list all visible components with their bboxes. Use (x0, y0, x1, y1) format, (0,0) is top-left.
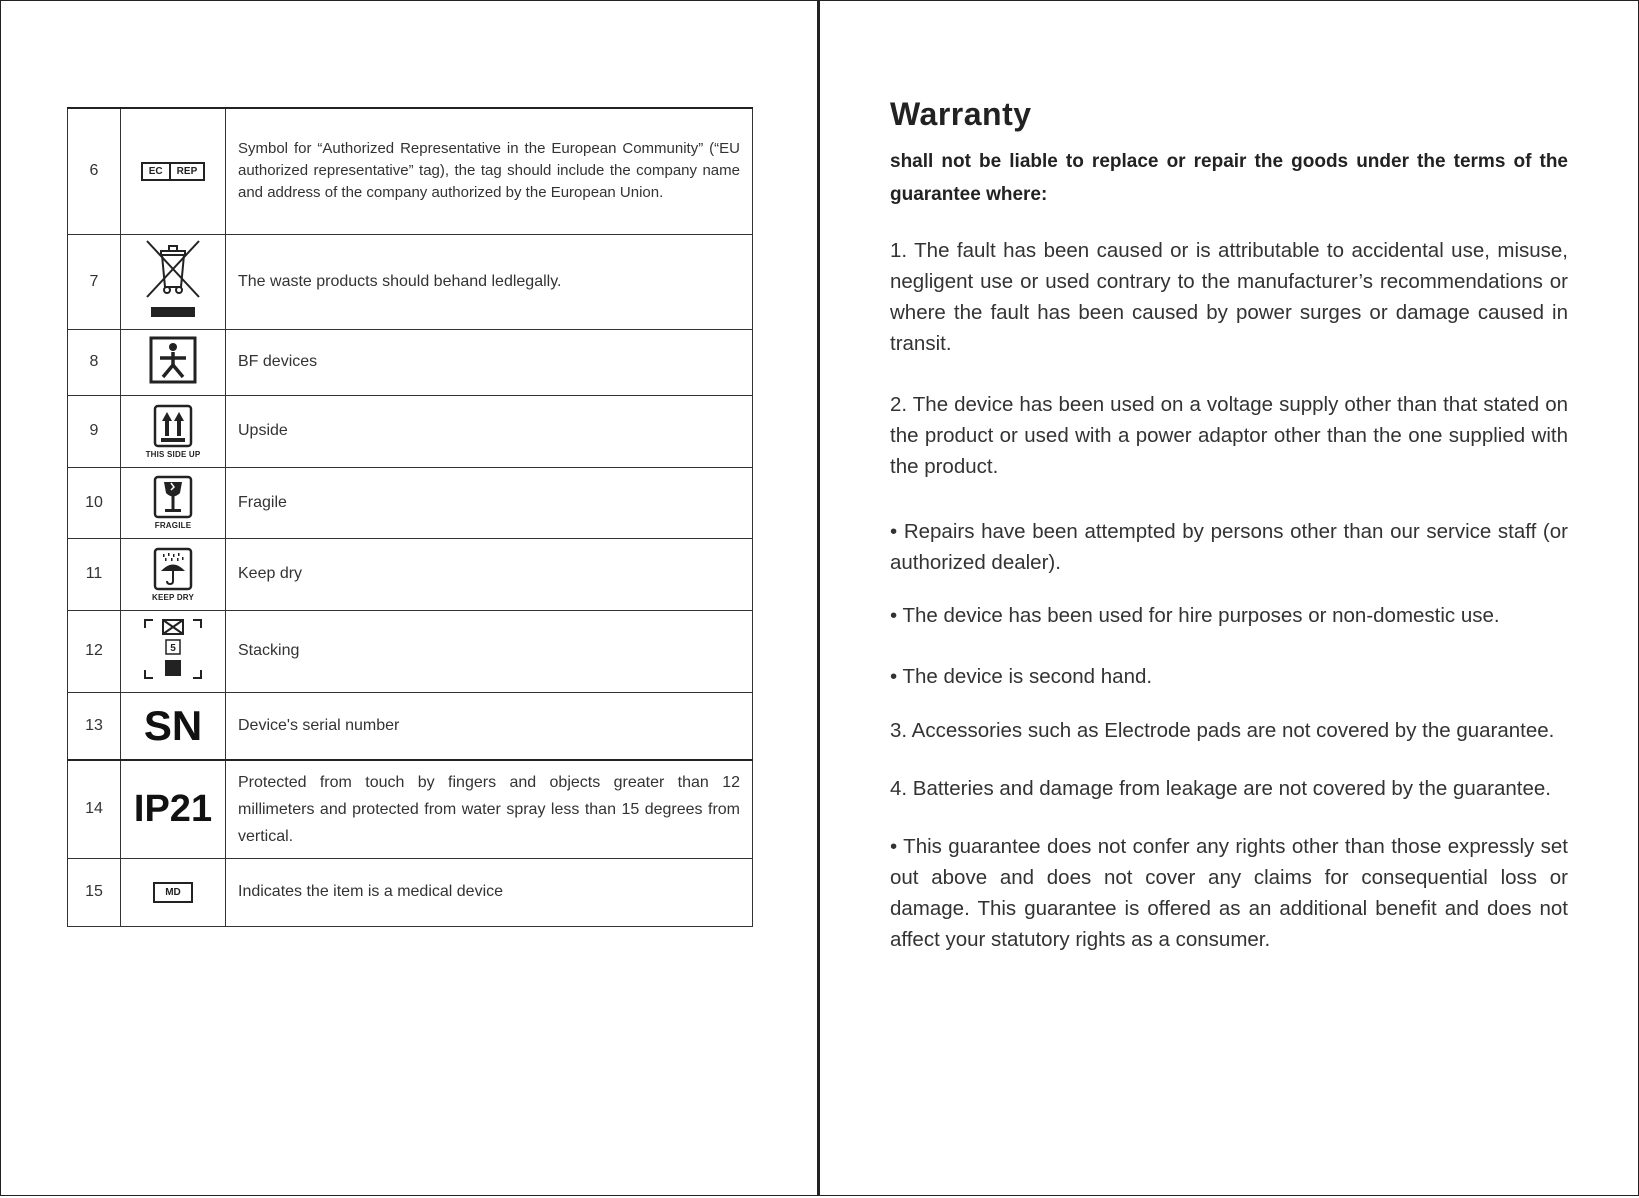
symbols-table (67, 107, 753, 927)
symbol-caption: FRAGILE (154, 521, 192, 530)
warranty-item: 3. Accessories such as Electrode pads are not covered by the guarantee. (890, 719, 1555, 742)
row-number: 12 (68, 610, 121, 692)
row-description: Stacking (226, 610, 753, 692)
warranty-item: • This guarantee does not confer any rights other than those expressly set out above and does not cover any claims for consequential loss or damage. This guarantee is offered as an additional benefit and does not affect your statutory rights as a consumer. (890, 835, 1568, 951)
table-row (68, 610, 753, 692)
warranty-item: 2. The device has been used on a voltage supply other than that stated on the product or used with a power adaptor other than the one supplied with the product. (890, 393, 1568, 478)
row-number: 10 (68, 467, 121, 538)
medical-device-icon: MD (153, 882, 193, 903)
row-number: 7 (68, 234, 121, 329)
row-description: Fragile (226, 467, 753, 538)
table-row (68, 395, 753, 467)
row-description: Protected from touch by fingers and objects greater than 12 millimeters and protected from water spray less than 15 degrees from vertical. (238, 773, 740, 845)
left-page (0, 0, 818, 1196)
table-row (68, 329, 753, 395)
warranty-item: • The device is second hand. (890, 665, 1153, 688)
bf-applied-part-icon (149, 336, 197, 384)
row-number: 9 (68, 395, 121, 467)
row-description: Device's serial number (226, 692, 753, 760)
table-row (68, 692, 753, 760)
row-description: BF devices (226, 329, 753, 395)
row-description: Keep dry (226, 538, 753, 610)
table-row (68, 858, 753, 926)
row-description: Upside (226, 395, 753, 467)
row-number: 6 (68, 108, 121, 234)
row-description: Symbol for “Authorized Representative in the European Community” (“EU authorized representative” tag), the tag should include the company name and address of the company authorized by the European Union. (238, 140, 740, 202)
fragile-glass-icon (153, 475, 193, 519)
warranty-item: 1. The fault has been caused or is attributable to accidental use, misuse, negligent use or used contrary to the manufacturer’s recommendations or where the fault has been caused by power surges or damage caused in transit. (890, 239, 1568, 355)
symbol-caption: KEEP DRY (151, 592, 195, 602)
row-number: 15 (68, 858, 121, 926)
row-number: 11 (68, 538, 121, 610)
this-side-up-icon (153, 404, 193, 448)
symbol-caption: THIS SIDE UP (145, 449, 201, 459)
keep-dry-umbrella-icon (153, 547, 193, 591)
page-title: Warranty (890, 96, 1032, 132)
stacking-limit-icon (143, 618, 203, 680)
row-number: 14 (68, 760, 121, 858)
row-number: 8 (68, 329, 121, 395)
warranty-section (890, 96, 1568, 955)
serial-number-icon: SN (143, 701, 203, 749)
row-description: Indicates the item is a medical device (226, 858, 753, 926)
warranty-item: • Repairs have been attempted by persons other than our service staff (or authorized dealer). (890, 520, 1568, 574)
warranty-subtitle: shall not be liable to replace or repair the goods under the terms of the guarantee where: (890, 151, 1568, 205)
table-row (68, 760, 753, 858)
table-row (68, 538, 753, 610)
ec-rep-icon: EC REP (141, 162, 205, 181)
warranty-item: • The device has been used for hire purposes or non-domestic use. (890, 604, 1500, 627)
ip-rating-icon: IP21 (133, 787, 213, 830)
warranty-item: 4. Batteries and damage from leakage are not covered by the guarantee. (890, 777, 1551, 800)
table-row (68, 467, 753, 538)
table-row (68, 108, 753, 234)
row-description: The waste products should behand ledlegally. (226, 234, 753, 329)
row-number: 13 (68, 692, 121, 760)
table-row (68, 234, 753, 329)
weee-crossed-bin-icon (143, 237, 203, 321)
stacking-count: 5 (170, 642, 176, 654)
